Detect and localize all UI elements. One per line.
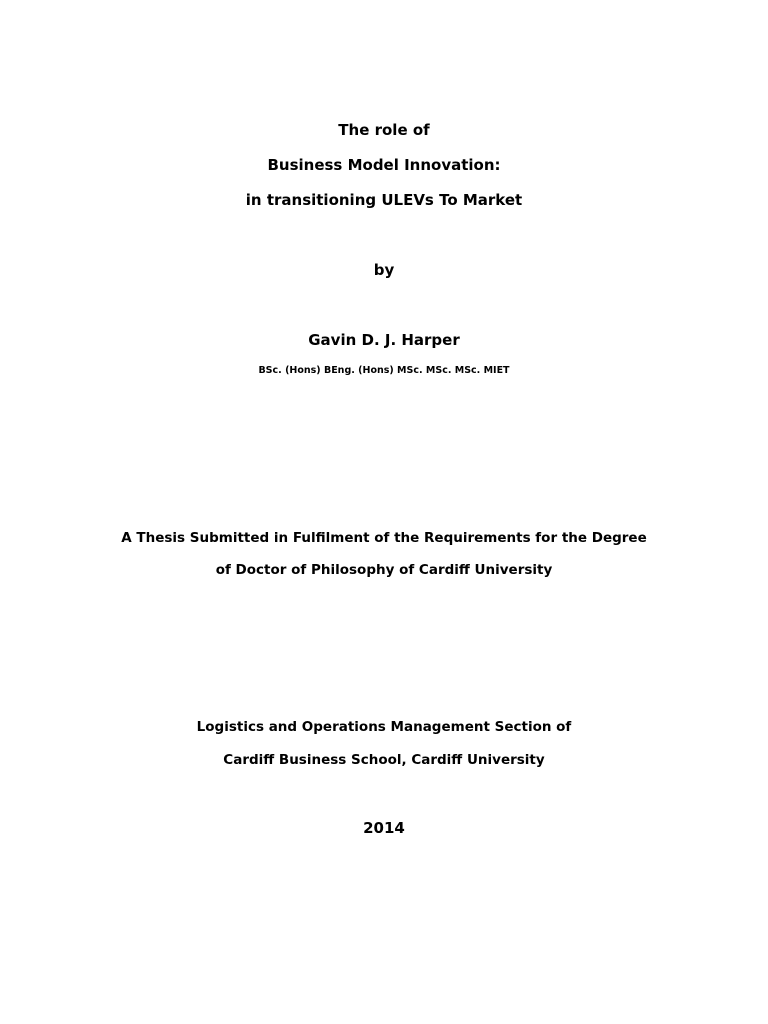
title-line-3: in transitioning ULEVs To Market xyxy=(245,191,523,209)
author-name: Gavin D. J. Harper xyxy=(308,331,460,349)
author-qualifications: BSc. (Hons) BEng. (Hons) MSc. MSc. MSc. MIET xyxy=(258,365,510,376)
title-line-2: Business Model Innovation: xyxy=(267,156,501,174)
by-label: by xyxy=(373,261,395,279)
submission-year: 2014 xyxy=(363,819,405,837)
thesis-statement-line-2: of Doctor of Philosophy of Cardiff University xyxy=(215,562,553,578)
affiliation-line-1: Logistics and Operations Management Section of xyxy=(196,719,572,735)
thesis-statement-line-1: A Thesis Submitted in Fulfilment of the Requirements for the Degree xyxy=(121,530,647,546)
title-line-1: The role of xyxy=(338,121,430,139)
affiliation-line-2: Cardiff Business School, Cardiff University xyxy=(223,752,545,768)
